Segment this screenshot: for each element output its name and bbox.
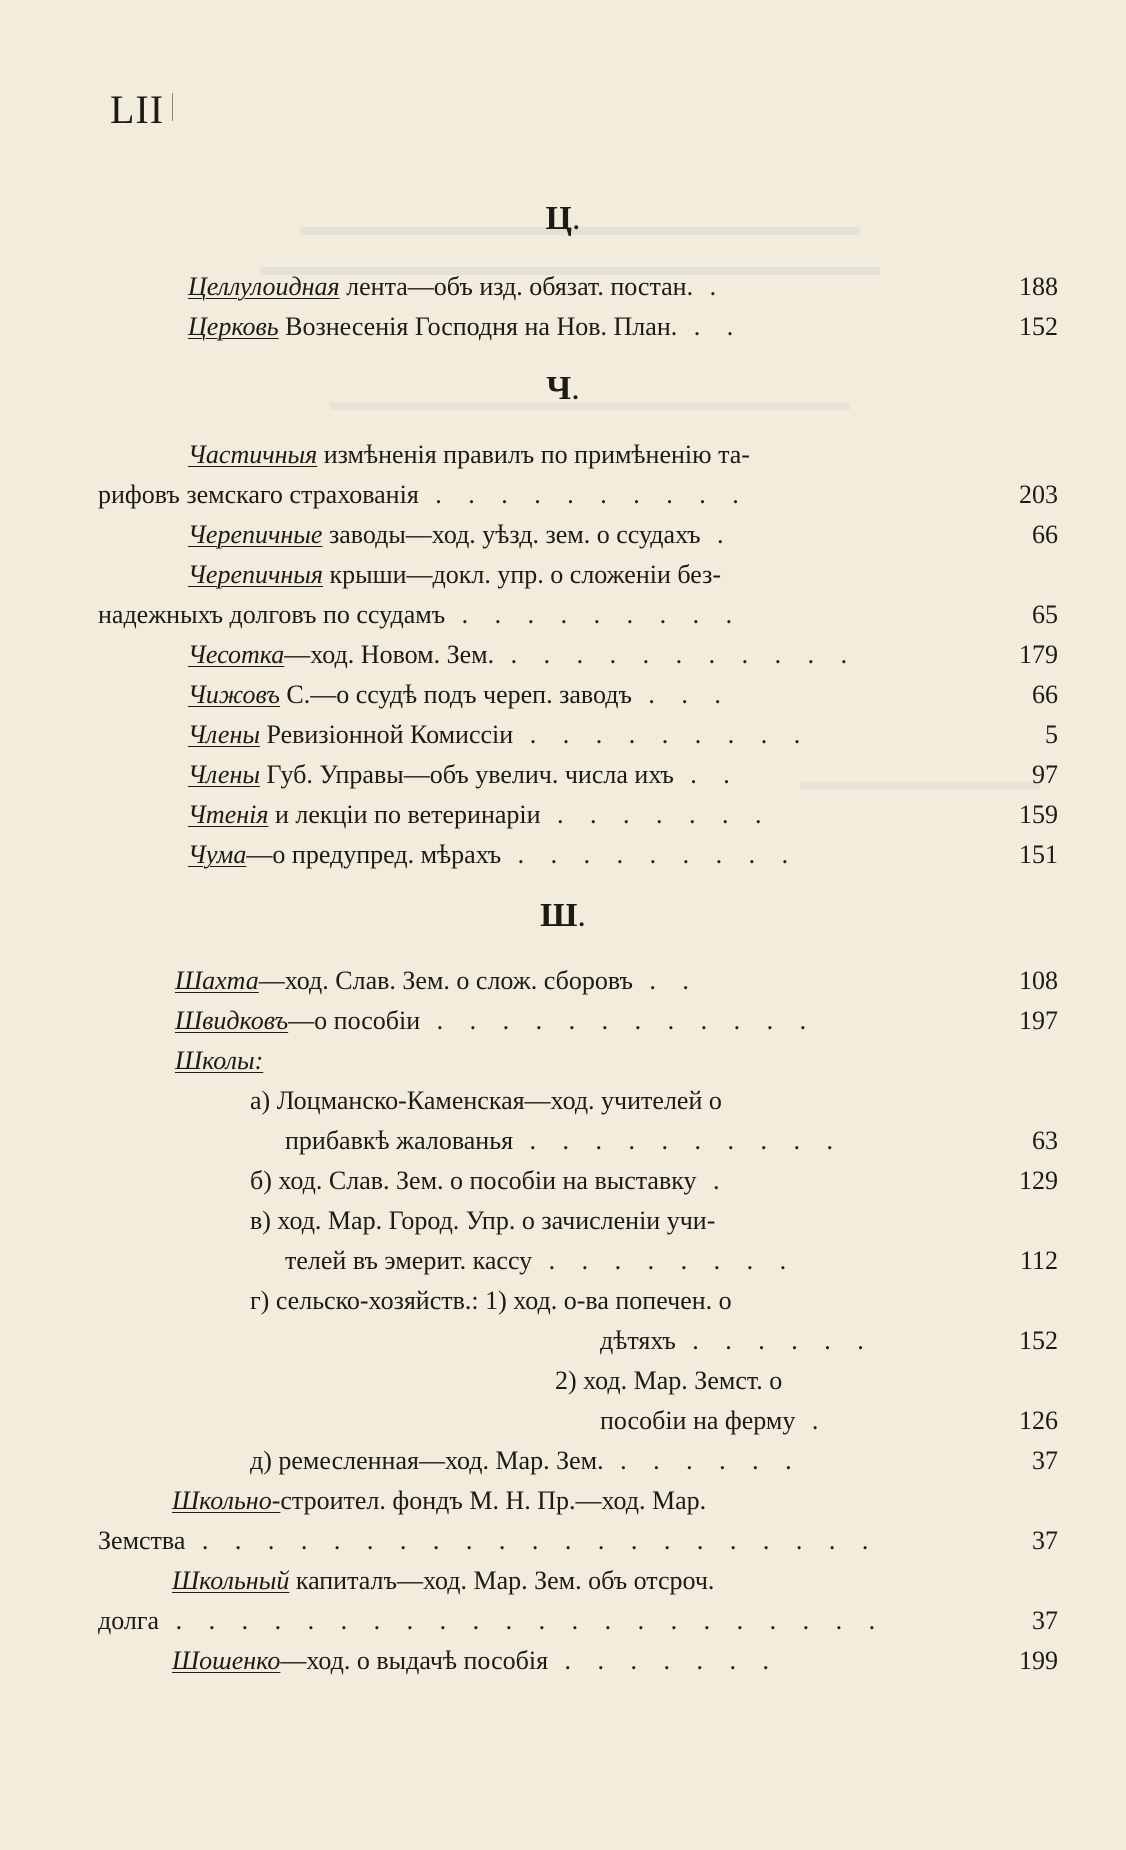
- entry-page: 152: [1019, 1326, 1058, 1355]
- entry-heading: Члены: [188, 720, 260, 749]
- entry-text: измѣненія правилъ по примѣненію та-: [317, 440, 750, 469]
- entry-heading: Школы:: [175, 1046, 264, 1075]
- index-entry: [188, 267, 726, 307]
- entry-text: пособіи на ферму: [600, 1406, 796, 1435]
- entry-page: 129: [1019, 1166, 1058, 1195]
- index-entry: [175, 1001, 816, 1041]
- index-subentry-continuation: [600, 1401, 828, 1441]
- index-entry: [175, 961, 699, 1001]
- page-number: LII: [110, 86, 173, 133]
- entry-page: 152: [1019, 312, 1058, 341]
- entry-text: лента—объ изд. обязат. постан.: [339, 272, 694, 301]
- entry-leader: .: [693, 272, 727, 301]
- entry-leader: . . . . . .: [603, 1446, 802, 1475]
- section-letter-ch: Ч .: [0, 370, 1126, 408]
- entry-text: Вознесенія Господня на Нов. План.: [278, 312, 678, 341]
- entry-page: 126: [1019, 1406, 1058, 1435]
- entry-leader: . . . . . . .: [540, 800, 772, 829]
- entry-heading: Целлулоидная: [188, 272, 340, 301]
- entry-heading: Чесотка: [188, 640, 285, 669]
- index-entry: [188, 675, 731, 715]
- entry-leader: . . . . . . . . . .: [418, 480, 749, 509]
- entry-page: 37: [1032, 1526, 1058, 1555]
- entry-page: 188: [1019, 272, 1058, 301]
- index-subentry: [250, 1201, 715, 1241]
- entry-page: 179: [1019, 640, 1058, 669]
- entry-leader: .: [696, 1166, 730, 1195]
- entry-page: 108: [1019, 966, 1058, 995]
- entry-text: д) ремесленная—ход. Мар. Зем.: [250, 1446, 604, 1475]
- entry-leader: . .: [673, 760, 740, 789]
- index-subentry: [250, 1081, 722, 1121]
- index-entry: [188, 795, 772, 835]
- entry-page: 203: [1019, 480, 1058, 509]
- entry-heading: Чижовъ: [188, 680, 280, 709]
- entry-leader: . . . . . . . . . . .: [494, 640, 858, 669]
- entry-text: крыши—докл. упр. о сложеніи без-: [323, 560, 722, 589]
- index-entry: [188, 515, 734, 555]
- index-entry-continuation: [98, 475, 749, 515]
- entry-text: а) Лоцманско-Каменская—ход. учителей о: [250, 1086, 722, 1115]
- entry-leader: . . . . . . . . . . . . . . . . . . . . .: [185, 1526, 879, 1555]
- entry-text: долга: [98, 1606, 160, 1635]
- entry-text: заводы—ход. уѣзд. зем. о ссудахъ: [322, 520, 701, 549]
- entry-heading: Члены: [188, 760, 260, 789]
- entry-text: в) ход. Мар. Город. Упр. о зачисленіи учи-: [250, 1206, 716, 1235]
- entry-text: —ход. Слав. Зем. о слож. сборовъ: [258, 966, 633, 995]
- entry-text: —о предупред. мѣрахъ: [246, 840, 502, 869]
- entry-page: 197: [1019, 1006, 1058, 1035]
- index-subentry: [250, 1161, 730, 1201]
- entry-heading: Чтенія: [188, 800, 269, 829]
- entry-text: Губ. Управы—объ увелич. числа ихъ: [259, 760, 674, 789]
- index-entry: [188, 435, 750, 475]
- index-entry: [188, 835, 798, 875]
- index-entry-continuation: [98, 595, 742, 635]
- entry-page: 112: [1019, 1246, 1058, 1275]
- entry-leader: . . . . . .: [675, 1326, 874, 1355]
- entry-page: 63: [1032, 1126, 1058, 1155]
- entry-text: —ход. Новом. Зем.: [284, 640, 495, 669]
- entry-leader: . . . . . . . . .: [445, 600, 743, 629]
- entry-heading: Черепичныя: [188, 560, 323, 589]
- index-entry-continuation: [98, 1601, 885, 1641]
- entry-page: 37: [1032, 1446, 1058, 1475]
- entry-leader: .: [795, 1406, 829, 1435]
- entry-page: 37: [1032, 1606, 1058, 1635]
- index-subentry-continuation: [600, 1321, 874, 1361]
- entry-heading: Чума: [188, 840, 247, 869]
- entry-text: г) сельско-хозяйств.: 1) ход. о-ва попечен. о: [250, 1286, 732, 1315]
- entry-text: —о пособіи: [288, 1006, 421, 1035]
- entry-page: 159: [1019, 800, 1058, 829]
- index-entry: [188, 715, 810, 755]
- entry-heading: Черепичные: [188, 520, 323, 549]
- index-entry: [172, 1481, 706, 1521]
- entry-page: 65: [1032, 600, 1058, 629]
- entry-heading: Церковь: [188, 312, 279, 341]
- entry-text: б) ход. Слав. Зем. о пособіи на выставку: [250, 1166, 697, 1195]
- index-entry: [172, 1561, 714, 1601]
- entry-text: Земства: [98, 1526, 186, 1555]
- entry-text: С.—о ссудѣ подъ череп. заводъ: [279, 680, 632, 709]
- entry-text: телей въ эмерит. кассу: [285, 1246, 533, 1275]
- entry-text: прибавкѣ жалованья: [285, 1126, 514, 1155]
- entry-leader: . . . . . . .: [548, 1646, 780, 1675]
- index-entry: [175, 1041, 263, 1081]
- index-entry-continuation: [98, 1521, 878, 1561]
- entry-text: строител. фондъ М. Н. Пр.—ход. Мар.: [280, 1486, 707, 1515]
- entry-text: 2) ход. Мар. Земст. о: [555, 1366, 783, 1395]
- index-subentry: [250, 1281, 732, 1321]
- index-subentry: [250, 1441, 802, 1481]
- entry-leader: . .: [632, 966, 699, 995]
- entry-heading: Швидковъ: [175, 1006, 289, 1035]
- index-subentry-continuation: [285, 1121, 843, 1161]
- entry-leader: . . . . . . . . .: [513, 720, 811, 749]
- entry-text: и лекціи по ветеринаріи: [268, 800, 541, 829]
- index-subentry-continuation: [285, 1241, 796, 1281]
- index-subentry: [555, 1361, 782, 1401]
- entry-leader: . . . . . . . . . . . .: [420, 1006, 817, 1035]
- entry-text: капиталъ—ход. Мар. Зем. объ отсроч.: [289, 1566, 715, 1595]
- entry-page: 66: [1032, 520, 1058, 549]
- index-entry: [188, 555, 721, 595]
- entry-text: надежныхъ долговъ по ссудамъ: [98, 600, 446, 629]
- entry-leader: . . . . . . . .: [532, 1246, 797, 1275]
- entry-leader: . .: [677, 312, 744, 341]
- entry-heading: Шахта: [175, 966, 259, 995]
- entry-page: 199: [1019, 1646, 1058, 1675]
- index-entry: [188, 635, 857, 675]
- entry-page: 97: [1032, 760, 1058, 789]
- entry-leader: . . . . . . . . . .: [513, 1126, 844, 1155]
- entry-leader: . . . . . . . . . . . . . . . . . . . . . .: [159, 1606, 886, 1635]
- section-letter-ts: Ц .: [0, 200, 1126, 238]
- index-entry: [188, 307, 743, 347]
- entry-leader: . . .: [631, 680, 731, 709]
- entry-heading: Школьно-: [172, 1486, 281, 1515]
- entry-page: 5: [1045, 720, 1058, 749]
- entry-text: рифовъ земскаго страхованія: [98, 480, 419, 509]
- entry-text: Ревизіонной Комиссіи: [259, 720, 514, 749]
- entry-heading: Школьный: [172, 1566, 290, 1595]
- index-entry: [172, 1641, 779, 1681]
- entry-page: 151: [1019, 840, 1058, 869]
- entry-text: дѣтяхъ: [600, 1326, 676, 1355]
- entry-leader: .: [700, 520, 734, 549]
- index-entry: [188, 755, 740, 795]
- entry-heading: Шошенко: [172, 1646, 281, 1675]
- entry-text: —ход. о выдачѣ пособія: [280, 1646, 549, 1675]
- entry-page: 66: [1032, 680, 1058, 709]
- entry-leader: . . . . . . . . .: [501, 840, 799, 869]
- section-letter-sh: Ш .: [0, 897, 1126, 935]
- entry-heading: Частичныя: [188, 440, 318, 469]
